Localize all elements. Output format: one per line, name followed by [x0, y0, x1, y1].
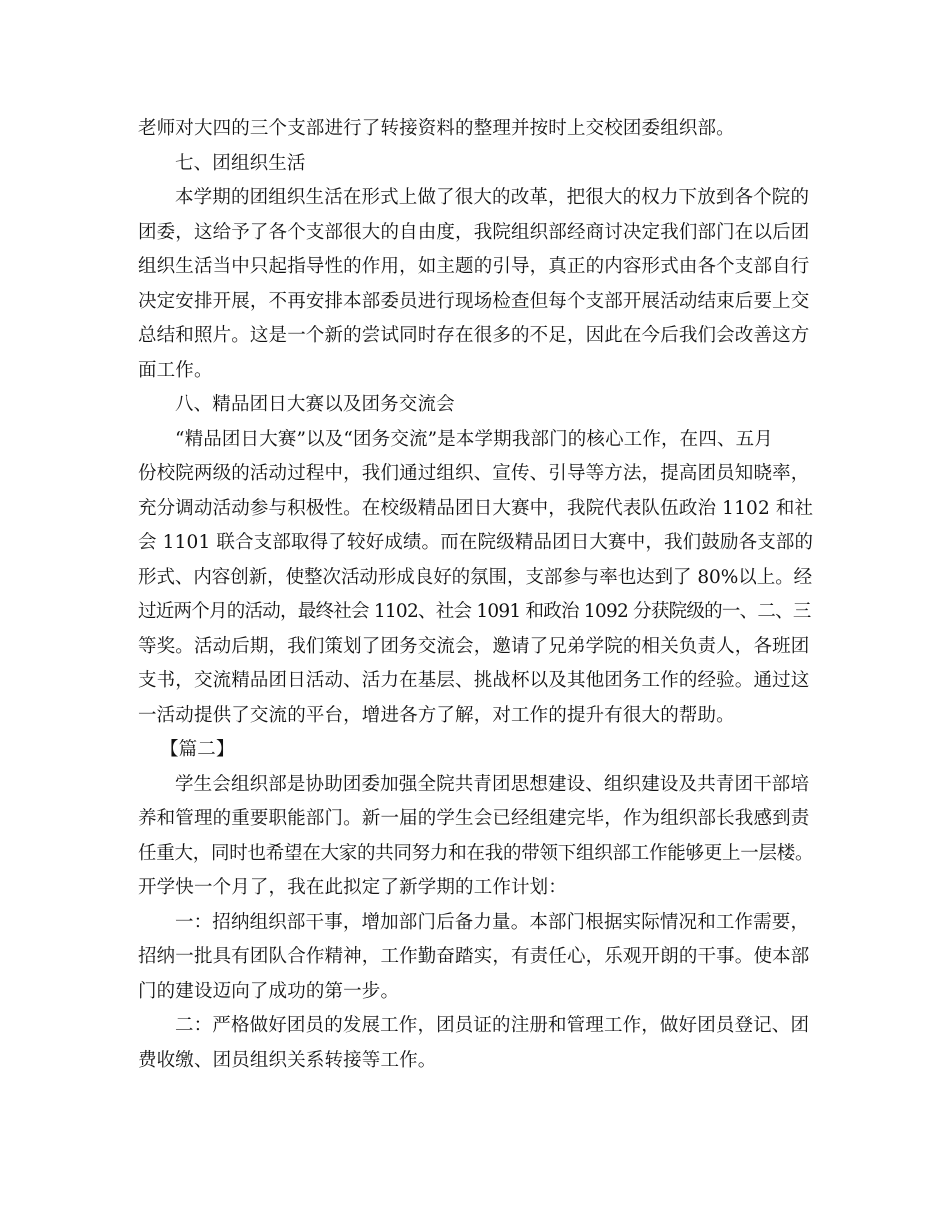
text-line: 等奖。活动后期，我们策划了团务交流会，邀请了兄弟学院的相关负责人，各班团	[138, 635, 810, 657]
text-line: 七、团组织生活	[175, 152, 306, 174]
text-line: 学生会组织部是协助团委加强全院共青团思想建设、组织建设及共青团干部培	[175, 773, 810, 795]
text-line: 面工作。	[138, 359, 213, 381]
text-line: 招纳一批具有团队合作精神，工作勤奋踏实，有责任心，乐观开朗的干事。使本部	[138, 946, 810, 967]
document-body	[138, 112, 814, 1078]
text-line: 决定安排开展，不再安排本部委员进行现场检查但每个支部开展活动结束后要上交	[138, 290, 810, 312]
text-line: 费收缴、团员组织关系转接等工作。	[138, 1049, 437, 1071]
text-line: 二：严格做好团员的发展工作，团员证的注册和管理工作，做好团员登记、团	[175, 1015, 810, 1036]
text-line: “精品团日大赛”以及“团务交流”是本学期我部门的核心工作，在四、五月	[175, 428, 773, 450]
text-line: 支书，交流精品团日活动、活力在基层、挑战杯以及其他团务工作的经验。通过这	[138, 670, 810, 691]
text-line: 【篇二】	[160, 739, 235, 760]
document-page	[138, 112, 814, 1078]
text-line: 总结和照片。这是一个新的尝试同时存在很多的不足，因此在今后我们会改善这方	[138, 325, 810, 346]
text-line: 团委，这给予了各个支部很大的自由度，我院组织部经商讨决定我们部门在以后团	[138, 221, 810, 243]
text-line: 形式、内容创新，使整次活动形成良好的氛围，支部参与率也达到了 80%以上。经	[138, 566, 813, 588]
text-line: 组织生活当中只起指导性的作用，如主题的引导，真正的内容形式由各个支部自行	[138, 256, 810, 277]
text-line: 老师对大四的三个支部进行了转接资料的整理并按时上交校团委组织部。	[138, 118, 735, 139]
text-line: 充分调动活动参与积极性。在校级精品团日大赛中，我院代表队伍政治 1102 和社	[138, 497, 814, 519]
text-line: 一活动提供了交流的平台，增进各方了解，对工作的提升有很大的帮助。	[138, 704, 735, 726]
text-line: 八、精品团日大赛以及团务交流会	[175, 394, 455, 415]
text-line: 过近两个月的活动，最终社会 1102、社会 1091 和政治 1092 分获院级的一、二、三	[138, 601, 811, 622]
text-line: 任重大，同时也希望在大家的共同努力和在我的带领下组织部工作能够更上一层楼。	[138, 842, 814, 864]
text-line: 会 1101 联合支部取得了较好成绩。而在院级精品团日大赛中，我们鼓励各支部的	[138, 532, 814, 553]
text-line: 开学快一个月了，我在此拟定了新学期的工作计划：	[138, 877, 567, 898]
text-line: 本学期的团组织生活在形式上做了很大的改革，把很大的权力下放到各个院的	[175, 187, 810, 208]
text-line: 养和管理的重要职能部门。新一届的学生会已经组建完毕，作为组织部长我感到责	[138, 808, 810, 829]
text-line: 份校院两级的活动过程中，我们通过组织、宣传、引导等方法，提高团员知晓率，	[138, 463, 810, 484]
text-line: 一：招纳组织部干事，增加部门后备力量。本部门根据实际情况和工作需要，	[175, 911, 810, 933]
text-line: 门的建设迈向了成功的第一步。	[138, 980, 400, 1002]
